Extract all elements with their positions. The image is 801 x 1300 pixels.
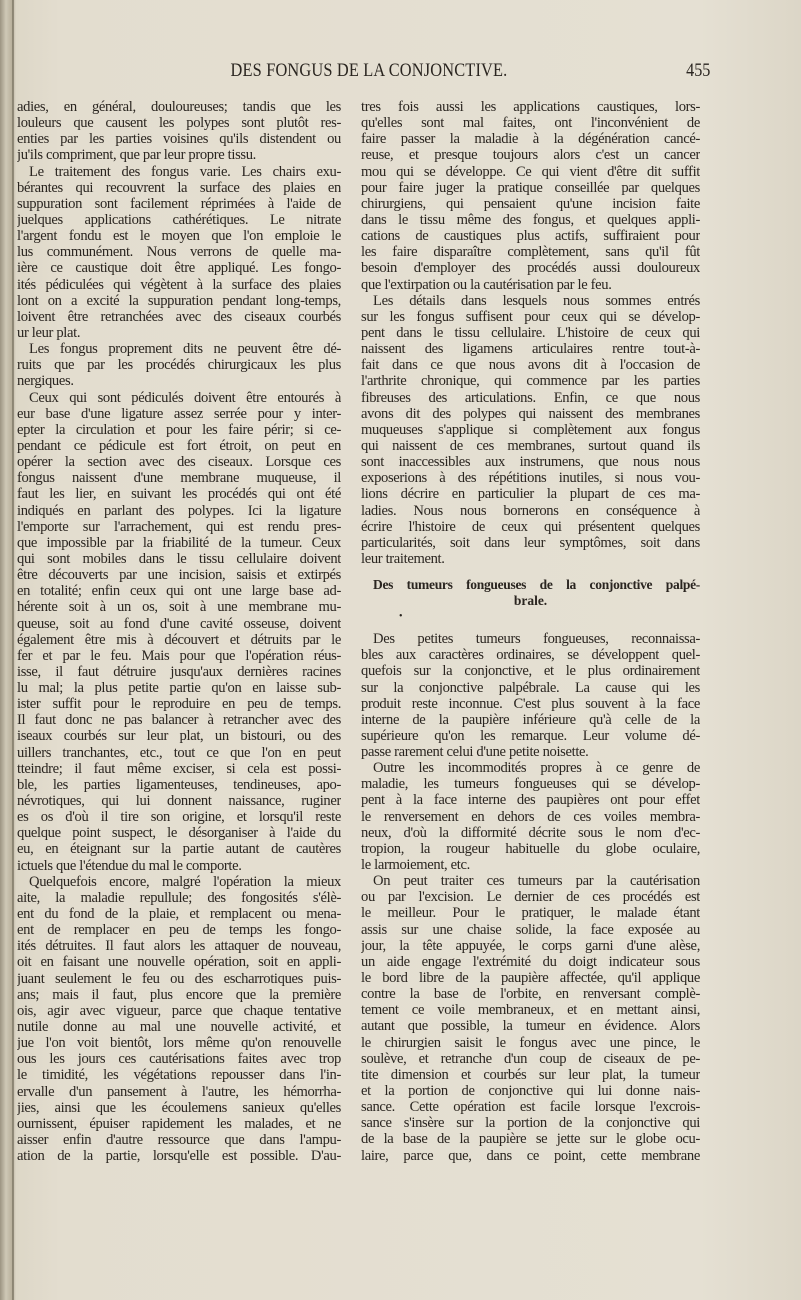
text-line: ent du fond de la plaie, et remplacent ou mena- [17,906,341,923]
text-line: tement ce voile membraneux, et en mettant ainsi, [361,1002,700,1019]
text-line: laire, parce que, dans ce point, cette membrane [361,1147,700,1164]
text-line: bérantes qui recouvrent la surface des plaies en [17,179,341,196]
text-line: faire passer la maladie à la dégénération cancé- [361,131,700,148]
text-line: hérente soit à un os, soit à une membrane mu- [17,599,341,616]
text-line: adies, en général, douloureuses; tandis que les [17,99,341,115]
text-line: exposerions à des répétitions inutiles, si nous vou- [361,470,700,487]
text-line: sance. Cette opération est facile lorsque l'excrois- [361,1099,700,1116]
text-line: qui sont mobiles dans le tissu cellulaire doivent [17,550,341,567]
text-line: pendant ce pédicule est fort étroit, on peut en [17,437,341,454]
text-line: Les détails dans lesquels nous sommes entrés [373,292,700,309]
text-line: l'argent fondu est le moyen que l'on emploie le [17,228,341,245]
text-line: sur la conjonctive palpébrale. La cause qui les [361,679,700,696]
text-line: ble, les parties ligamenteuses, tendineuses, apo- [17,776,341,793]
text-line: sance s'insère sur la portion de la conjonctive qui [361,1115,700,1132]
text-line: juelques applications cathérétiques. Le nitrate [17,211,341,228]
text-line: nergiques. [17,373,74,390]
text-line: epter la circulation et pour les faire périr; si ce- [17,421,341,438]
text-line: naissent des ligamens articulaires rentre tout-à- [361,341,700,358]
book-binding-edge [12,0,14,1300]
text-line: Outre les incommodités propres à ce genre de [373,760,700,777]
text-line: ités pédiculées qui végètent à la surface des plaies [17,276,341,293]
text-line: jour, la tête appuyée, le corps garni d'une alèse, [361,937,700,954]
text-line: fer et par le feu. Mais pour que l'opération réus- [17,647,341,664]
text-line: et la portion de conjonctive qui lui donne nais- [361,1083,700,1100]
text-line: maladie, les tumeurs fongueuses qui se dévelop- [361,776,700,793]
paragraph [361,873,700,1164]
text-line: uillers tranchantes, etc., tout ce que l'on en peut [17,744,341,761]
text-line: le bord libre de la paupière affectée, qu'il applique [361,970,700,987]
text-line: mou qui se développe. Ce qui vient d'être dit suffit [361,163,700,180]
paragraph [17,99,341,164]
text-line: tteindre; il faut même exciser, si cela est possi- [17,760,341,777]
text-line: juant seulement le feu ou des escharrotiques puis- [17,970,341,987]
text-line: ruits que par les procédés chirurgicaux les plus [17,357,341,374]
text-line: particularités, soit dans leur symptômes, soit dans [361,534,700,551]
paragraph [17,874,341,1165]
text-line: ister suffit pour le reproduire en peu de temps. [17,696,341,713]
text-line: ju'ils compriment, que par leur propre tissu. [17,147,256,164]
text-line: lu mal; la plus petite partie qu'on en laisse sub- [17,680,341,697]
text-line: quefois sur la conjonctive, et le plus ordinairement [361,663,700,680]
text-line: lus communément. Nous verrons de quelle ma- [17,244,341,261]
text-line: quelque point suspect, le désorganiser à l'aide du [17,825,341,842]
text-line: produit reste inconnue. C'est plus souvent à la face [361,695,700,712]
text-line: le renversement en dehors de ces voiles membra- [361,808,700,825]
text-line: iseaux courbés sur leur plat, un bistouri, ou des [17,728,341,745]
paragraph [17,164,341,342]
text-line: pent à la face interne des paupières ont pour effet [361,792,700,809]
text-line: fibreuses des articulations. Enfin, ce que nous [361,389,700,406]
text-line: l'emporte sur l'arrachement, qui est rendu pres- [17,518,341,535]
text-line: névrotiques, qui lui donnent naissance, ruginer [17,793,341,810]
text-line: tropion, la rougeur habituelle du globe oculaire, [361,840,700,857]
text-line: opérer la section avec des ciseaux. Lorsque ces [17,454,341,471]
paragraph [17,390,341,874]
text-line: eu, en éteignant sur la partie autant de cautères [17,841,341,858]
text-line: fait dans ce que nous avons dit à l'occasion de [361,357,700,374]
text-line: cations de caustiques plus actifs, suffiraient pour [361,228,700,245]
right-column [361,99,700,1164]
text-line: supérieure qu'on les remarque. Leur volume dé- [361,727,700,744]
text-line: jue l'on voit bientôt, lors même qu'on renouvelle [17,1035,341,1052]
text-line: faut les lier, en suivant les procédés qui ont été [17,486,341,503]
text-line: chirurgiens, qui pensaient qu'une incision faite [361,195,700,212]
text-line: que l'extirpation ou la cautérisation par le feu. [361,276,612,293]
section-heading: Des tumeurs fongueuses de la conjonctive palpé- [373,577,700,593]
text-line: neux, d'où la difformité décrite sous le nom d'ec- [361,824,700,841]
text-line: besoin d'employer des procédés aussi douloureux [361,260,700,277]
text-line: un aide engage l'extrémité du doigt indicateur sous [361,953,700,970]
text-line: pent dans le tissu cellulaire. L'histoire de ceux qui [361,324,700,341]
text-line: autant que possible, la tumeur en évidence. Alors [361,1018,700,1035]
text-line: le meilleur. Pour le pratiquer, le malade étant [361,905,700,922]
text-line: lont on a excité la suppuration pendant long-temps, [17,292,341,309]
paragraph [361,631,700,760]
text-line: tres fois aussi les applications caustiques, lors- [361,99,700,115]
text-line: Les fongus proprement dits ne peuvent être dé- [29,341,341,358]
text-line: écrire l'histoire de ceux qui présentent quelques [361,518,700,535]
text-line: eur base d'une ligature assez serrée pour y inter- [17,405,341,422]
text-line: ervalle d'un pansement à l'autre, les hémorrha- [17,1083,341,1100]
text-line: aisser enfin d'autre ressource que dans l'ampu- [17,1132,341,1148]
text-line: indiqués en parlant des polypes. Ici la ligature [17,502,341,519]
text-line: le chirurgien saisit le fongus avec une pince, le [361,1034,700,1051]
text-line: ière ce caustique doit être appliqué. Les fongo- [17,260,341,277]
page-header [0,60,801,84]
paragraph [361,99,700,293]
text-line: louleurs que causent les polypes sont plutôt res- [17,115,341,132]
text-line: ation de la partie, lorsqu'elle est possible. D'au- [17,1148,341,1165]
text-line: isse, il faut détruire jusqu'aux dernières racines [17,663,341,680]
text-line: loivent être retranchées avec des ciseaux courbés [17,308,341,325]
text-line: le timidité, les végétations repousser dans l'in- [17,1067,341,1084]
text-line: que impossible par la friabilité de la tumeur. Ceux [17,534,341,551]
text-line: passe rarement celui d'une petite noisette. [361,744,589,761]
text-line: le larmoiement, etc. [361,857,470,874]
text-line: Il faut donc ne pas balancer à retrancher avec des [17,712,341,729]
text-line: oit en faisant une nouvelle opération, soit en appli- [17,954,341,971]
text-line: On peut traiter ces tumeurs par la cautérisation [373,873,700,890]
text-line: bles aux caractères ordinaires, se développent quel- [361,647,700,664]
text-line: leur traitement. [361,550,445,567]
text-line: ous les jours ces cautérisations faites avec trop [17,1051,341,1068]
text-line: Des petites tumeurs fongueuses, reconnaissa- [373,631,700,648]
text-line: contre la base de l'orbite, en renversant complè- [361,986,700,1003]
text-line: sont inaccessibles aux instrumens, que nous nous [361,454,700,471]
text-line: avons dit des polypes qui naissent des membranes [361,405,700,422]
text-line: l'arthrite chronique, qui commence par les parties [361,373,700,390]
text-line: ent de remplacer en peu de temps les fongo- [17,922,341,939]
paragraph [361,293,700,567]
text-line: ou par l'excision. Le dernier de ces procédés est [361,889,700,906]
paragraph [17,341,341,389]
text-line: soulève, et retranche d'un coup de ciseaux de pe- [361,1050,700,1067]
text-line: suppuration sont facilement réprimées à l'aide de [17,195,341,212]
text-line: en totalité; enfin ceux qui ont une large base ad- [17,583,341,600]
text-line: ans; mais il faut, plus encore que la première [17,986,341,1003]
text-line: les faire disparaître complètement, sans qu'il fût [361,244,700,261]
text-line: es os d'où il tire son origine, et lorsqu'il reste [17,809,341,826]
text-line: interne de la paupière inférieure qu'à celle de la [361,711,700,728]
text-line: Le traitement des fongus varie. Les chairs exu- [29,163,341,180]
text-line: dans le tissu même des fongus, et quelques appli- [361,211,700,228]
section-gap [361,567,700,577]
text-line: lions décrire en particulier la plupart de ces ma- [361,486,700,503]
text-line: qui naissent de ces membranes, surtout quand ils [361,437,700,454]
section-heading: brale. [513,593,548,609]
text-line: Quelquefois encore, malgré l'opération la mieux [29,873,341,890]
paragraph [361,760,700,873]
text-line: assis sur une chaise solide, la face exposée au [361,921,700,938]
text-line: ur leur plat. [17,324,81,341]
text-line: être découverts par une incision, saisis et extirpés [17,567,341,584]
text-line: ois, agir avec vigueur, parce que chaque tentative [17,1002,341,1019]
text-line: ictuels que l'étendue du mal le comporte. [17,857,242,874]
text-line: également être mis à découvert et détruits par le [17,631,341,648]
text-line: pour faire juger la pratique conseillée par quelques [361,179,700,196]
text-line: qu'elles sont mal faites, ont l'inconvénient de [361,115,700,132]
text-line: sur les fongus suffisent pour ceux qui se dévelop- [361,308,700,325]
text-line: ités détruites. Il faut alors les attaquer de nouveau, [17,938,341,955]
text-line: fongus naissent d'une membrane muqueuse, il [17,470,341,487]
text-line: enties par les parties voisines qu'ils distendent ou [17,131,341,148]
text-line: aite, la maladie repullule; des fongosités s'élè- [17,889,341,906]
text-line: tite dimension et courbés sur leur plat, la tumeur [361,1066,700,1083]
text-line: nutile donne au mal une nouvelle activité, et [17,1019,341,1036]
text-line: jies, ainsi que les écoulemens sanieux qu'elles [17,1099,341,1116]
ornament-mark: • [399,611,403,623]
text-line: muqueuses s'applique si complètement aux fongus [361,421,700,438]
text-line: ladies. Nous nous bornerons en conséquence à [361,502,700,519]
running-title: DES FONGUS DE LA CONJONCTIVE. [230,60,508,81]
text-line: queuse, soit au fond d'une cavité osseuse, doivent [17,615,341,632]
text-line: de la base de la paupière se jette sur le globe ocu- [361,1131,700,1148]
text-line: reuse, et presque toujours alors c'est un cancer [361,147,700,164]
text-line: Ceux qui sont pédiculés doivent être entourés à [29,389,341,406]
page-number: 455 [686,60,711,81]
text-line: ournissent, épuiser rapidement les malades, et ne [17,1115,341,1132]
left-column [17,99,341,1164]
